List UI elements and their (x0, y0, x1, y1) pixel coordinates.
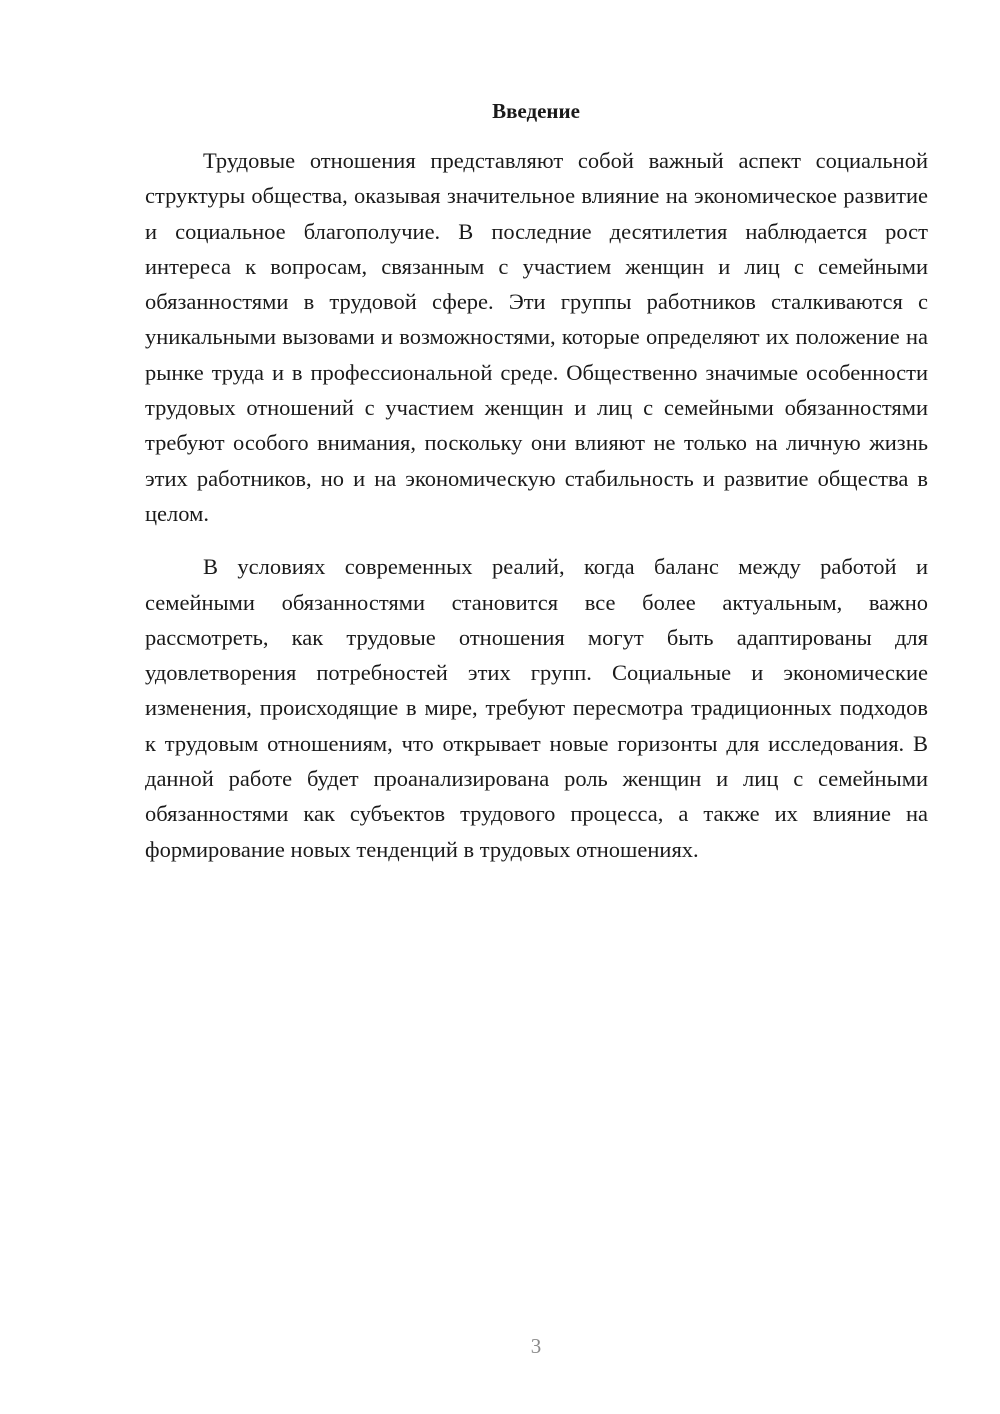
paragraph: Трудовые отношения представляют собой важный аспект социальной структуры общества, оказывая значительное влияние на экономическое развитие и социальное благополучие. В последние десятилетия наблюдается рост интереса к вопросам, связанным с участием женщин и лиц с семейными обязанностями в трудовой сфере. Эти группы работников сталкиваются с уникальными вызовами и возможностями, которые определяют их положение на рынке труда и в профессиональной среде. Общественно значимые особенности трудовых отношений с участием женщин и лиц с семейными обязанностями требуют особого внимания, поскольку они влияют не только на личную жизнь этих работников, но и на экономическую стабильность и развитие общества в целом. (145, 148, 928, 526)
section-heading: Введение (492, 99, 580, 123)
page-number: 3 (530, 1334, 542, 1358)
body-text (145, 143, 928, 867)
paragraph: В условиях современных реалий, когда баланс между работой и семейными обязанностями становится все более актуальным, важно рассмотреть, как трудовые отношения могут быть адаптированы для удовлетворения потребностей этих групп. Социальные и экономические изменения, происходящие в мире, требуют пересмотра традиционных подходов к трудовым отношениям, что открывает новые горизонты для исследования. В данной работе будет проанализирована роль женщин и лиц с семейными обязанностями как субъектов трудового процесса, а также их влияние на формирование новых тенденций в трудовых отношениях. (145, 554, 928, 862)
